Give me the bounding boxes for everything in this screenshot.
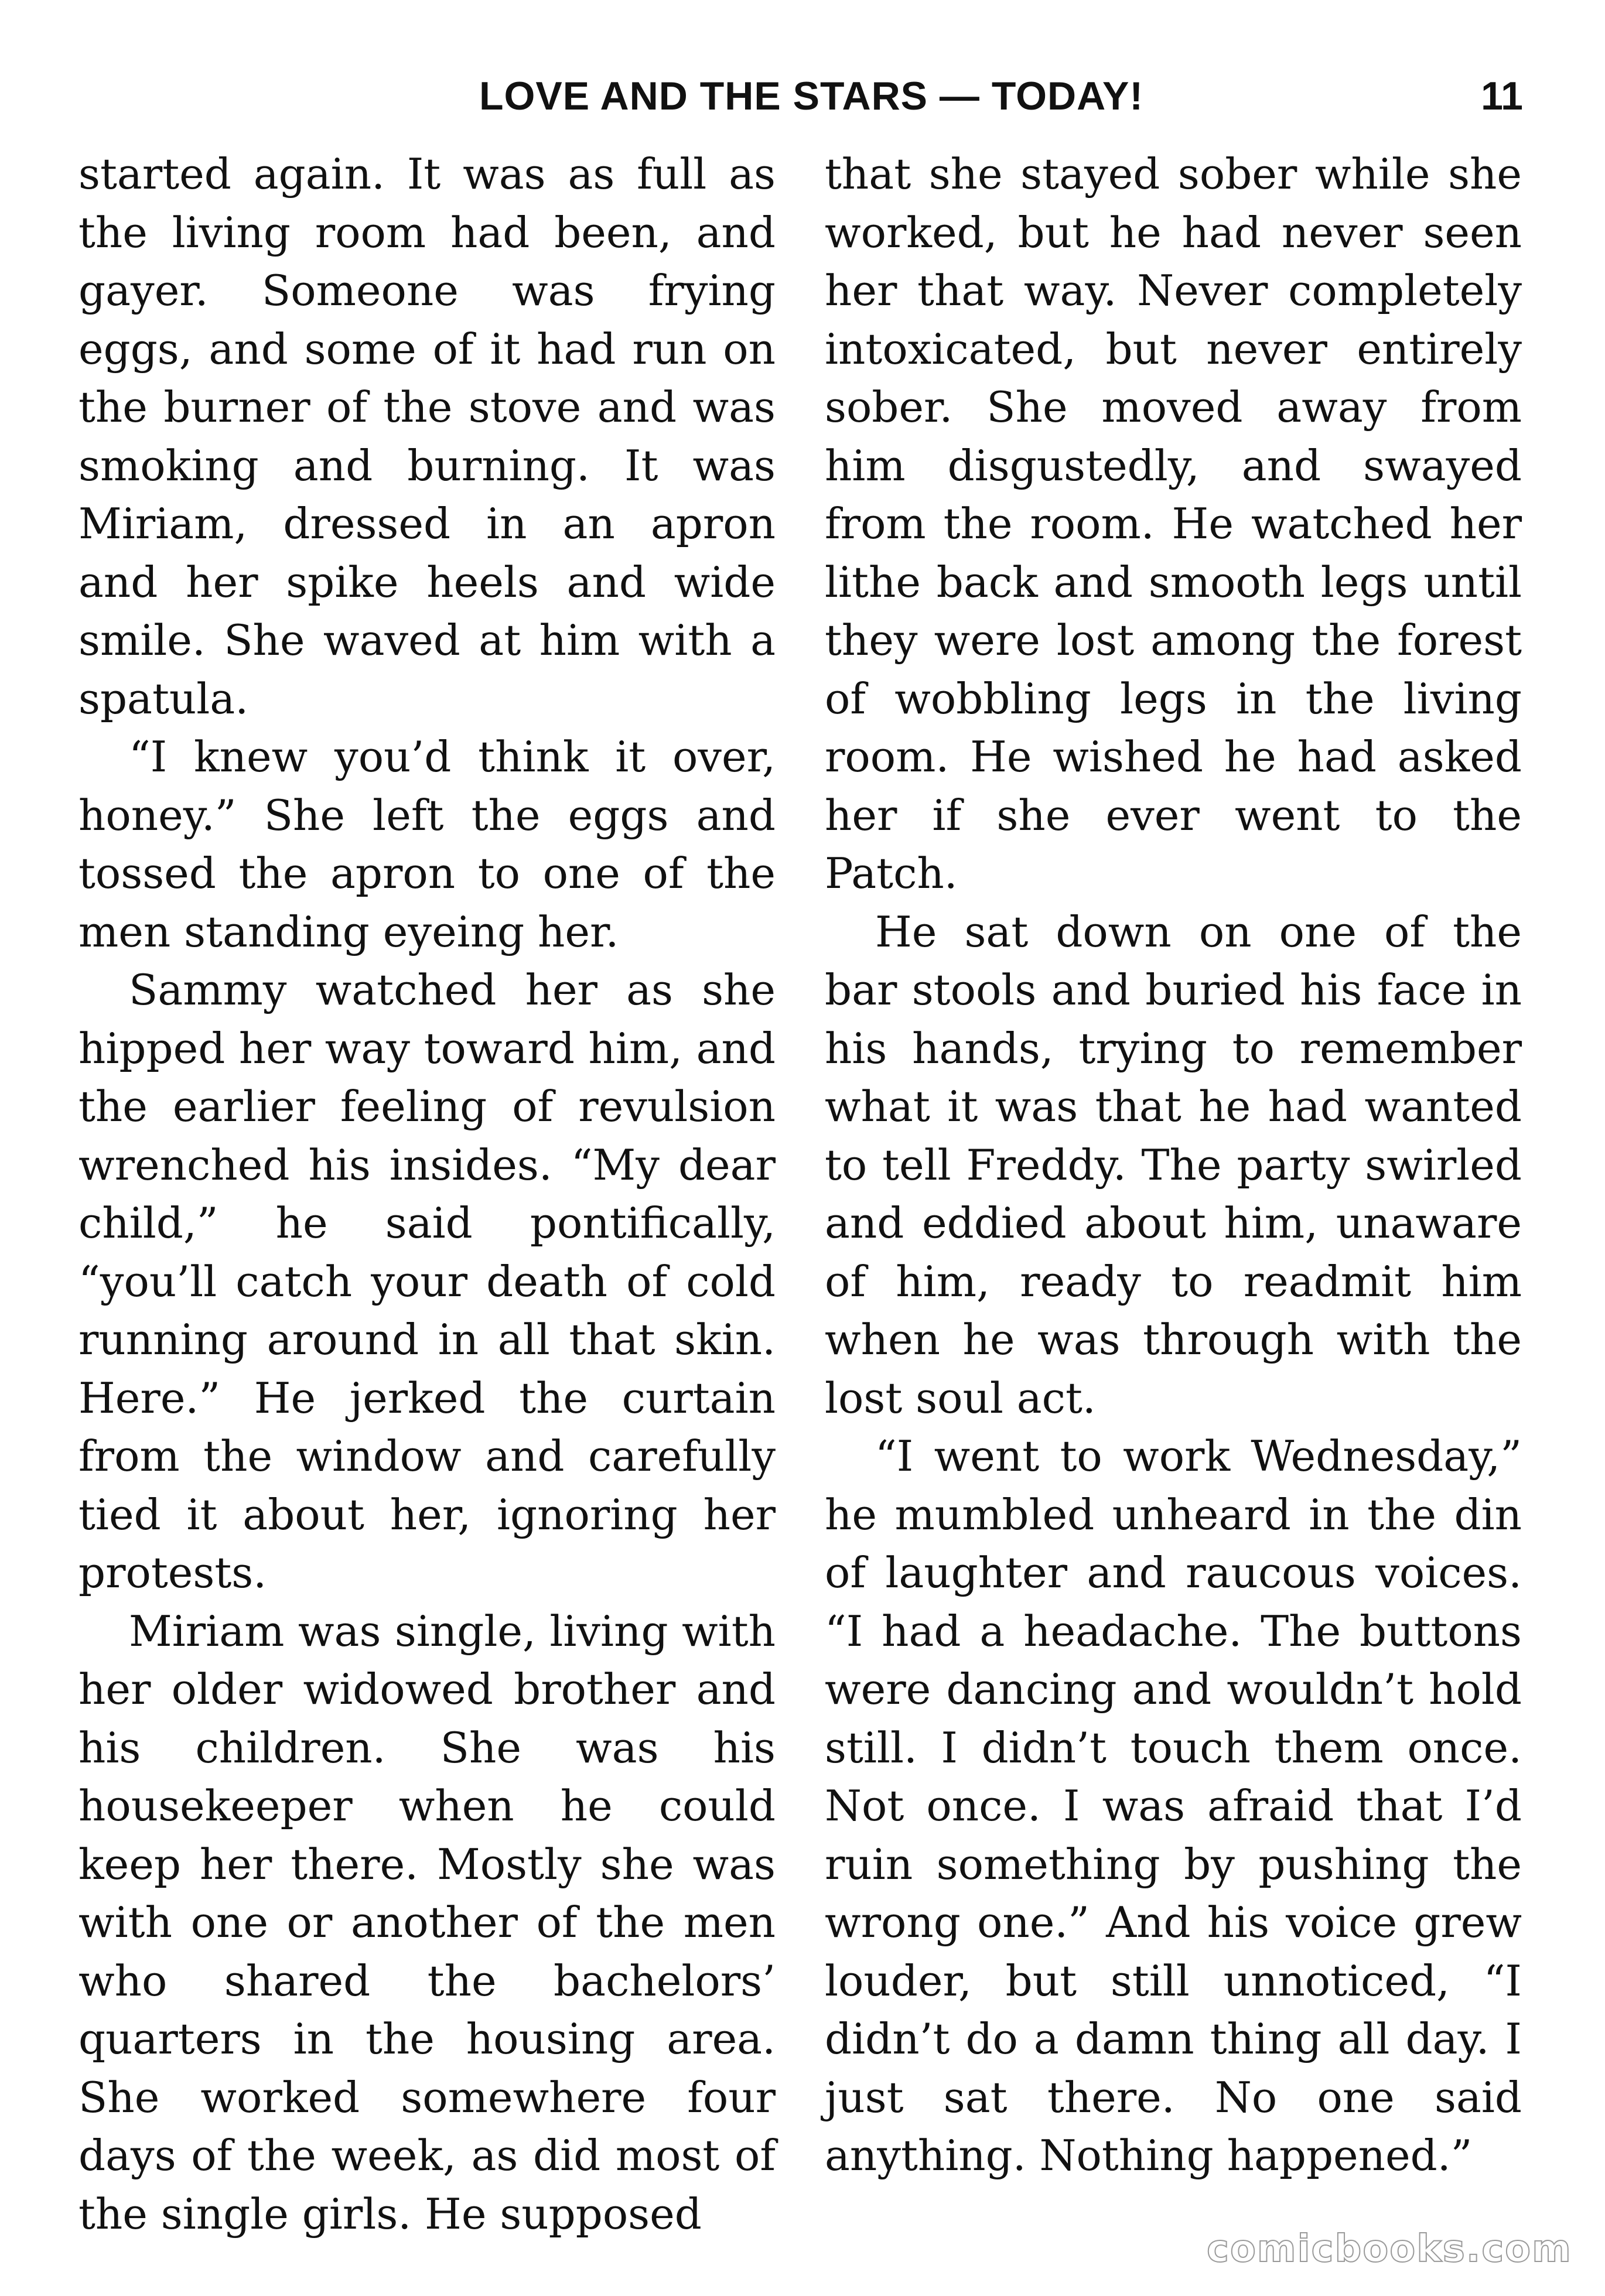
paragraph: started again. It was as full as the living room had been, and gayer. Someone was frying eggs, and some of it had run on the burner of the stove and was smoking and burning. It was Miriam, dressed in an apron and her spike heels and wide smile. She waved at him with a spatula.	[78, 149, 776, 723]
text-column-left	[78, 145, 776, 2243]
watermark: comicbooks.com	[1207, 2227, 1572, 2271]
paragraph: Miriam was single, living with her older widowed brother and his children. She was his housekeeper when he could keep her there. Mostly she was with one or another of the men who shared the bachelors’ quarters in the housing area. She worked somewhere four days of the week, as did most of the single girls. He supposed	[78, 1606, 776, 2239]
page-title: LOVE AND THE STARS — TODAY!	[479, 74, 1143, 118]
paragraph: that she stayed sober while she worked, but he had never seen her that way. Never completely intoxicated, but never entirely sober. She moved away from him disgustedly, and swayed from the room. He watched her lithe back and smooth legs until they were lost among the forest of wobbling legs in the living room. He wished he had asked her if she ever went to the Patch.	[825, 149, 1522, 898]
text-column-right	[825, 145, 1522, 2185]
paragraph: “I went to work Wednesday,” he mumbled unheard in the din of laughter and raucous voices. “I had a headache. The buttons were dancing and wouldn’t hold still. I didn’t touch them once. Not once. I was afraid that I’d ruin something by pushing the wrong one.” And his voice grew louder, but still unnoticed, “I didn’t do a damn thing all day. I just sat there. No one said anything. Nothing happened.”	[825, 1431, 1522, 2180]
page-number: 11	[1481, 74, 1523, 118]
paragraph: He sat down on one of the bar stools and buried his face in his hands, trying to remember what it was that he had wanted to tell Freddy. The party swirled and eddied about him, unaware of him, ready to readmit him when he was through with the lost soul act.	[825, 907, 1522, 1423]
paragraph: Sammy watched her as she hipped her way toward him, and the earlier feeling of revulsion wrenched his insides. “My dear child,” he said pontifically, “you’ll catch your death of cold running around in all that skin. Here.” He jerked the curtain from the window and carefully tied it about her, ignoring her protests.	[78, 965, 776, 1597]
running-head	[0, 69, 1605, 134]
paragraph: “I knew you’d think it over, honey.” She left the eggs and tossed the apron to one of the men standing eyeing her.	[78, 732, 776, 956]
